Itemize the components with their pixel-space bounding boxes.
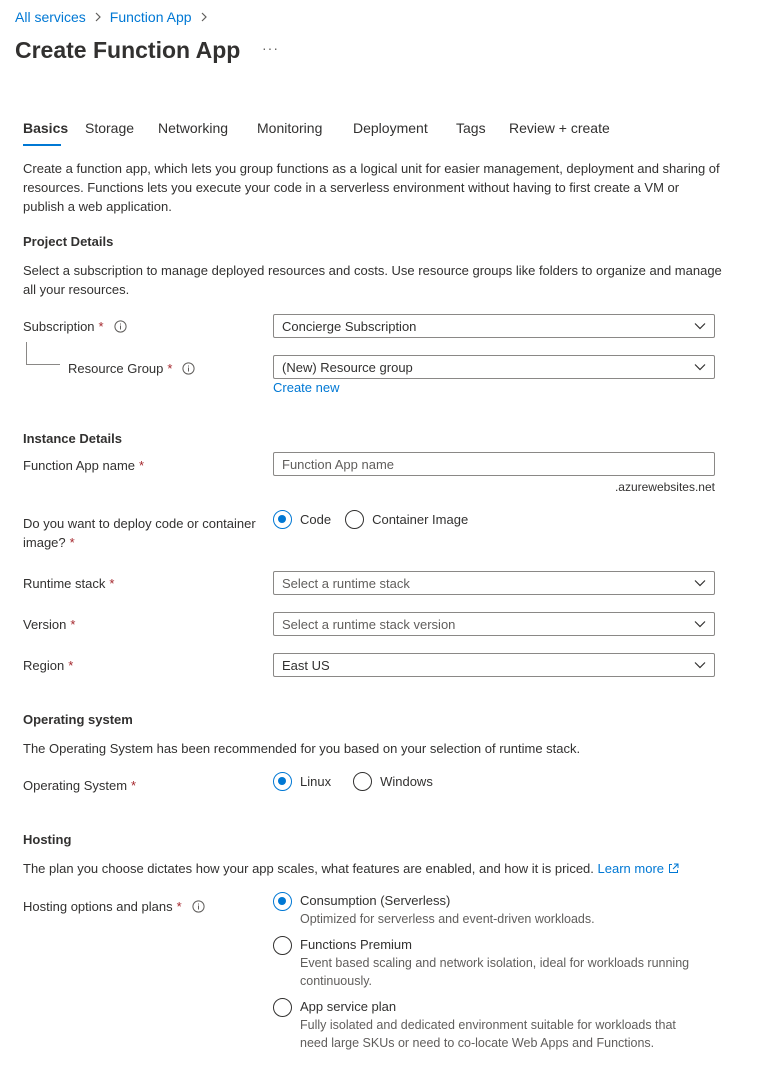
deploy-type-label: [23, 514, 268, 552]
os-windows-label: Windows: [380, 774, 433, 789]
deploy-type-radio-group: [273, 510, 468, 529]
function-app-name-label-text: Function App name: [23, 458, 136, 473]
function-app-name-label: [23, 456, 144, 475]
hosting-description: [23, 859, 723, 878]
runtime-stack-label-text: Runtime stack: [23, 576, 106, 591]
plan-app-service-desc: Fully isolated and dedicated environment suitable for workloads that need large SKUs or need to co-locate Web Apps and Functions.: [300, 1018, 676, 1050]
instance-details-heading: Instance Details: [23, 431, 122, 446]
os-linux-label: Linux: [300, 774, 332, 789]
deploy-container-option[interactable]: [345, 510, 468, 529]
plan-consumption-desc: Optimized for serverless and event-driven workloads.: [300, 912, 595, 926]
required-marker: *: [176, 899, 182, 914]
region-label: [23, 656, 73, 675]
tab-networking[interactable]: Networking: [158, 120, 229, 136]
plan-premium-body: [300, 936, 700, 990]
active-tab-indicator: [23, 144, 61, 146]
required-marker: *: [68, 658, 74, 673]
create-new-link[interactable]: Create new: [273, 380, 340, 395]
info-icon[interactable]: [182, 362, 195, 375]
hosting-plans-label-text: Hosting options and plans: [23, 899, 173, 914]
deploy-code-label: Code: [300, 512, 332, 527]
runtime-stack-value: Select a runtime stack: [282, 575, 410, 591]
plan-premium-title: Functions Premium: [300, 937, 412, 952]
radio-selected[interactable]: [273, 892, 292, 911]
version-label: [23, 615, 75, 634]
plan-premium-desc: Event based scaling and network isolation, ideal for workloads running continuously.: [300, 956, 690, 988]
os-windows-option[interactable]: [353, 772, 433, 791]
breadcrumb-function-app[interactable]: Function App: [109, 9, 192, 25]
tab-basics[interactable]: Basics: [23, 120, 69, 136]
operating-system-heading: Operating system: [23, 712, 133, 727]
radio-unselected[interactable]: [345, 510, 364, 529]
required-marker: *: [70, 617, 76, 632]
chevron-down-icon: [694, 322, 706, 330]
radio-unselected[interactable]: [353, 772, 372, 791]
resource-group-value: (New) Resource group: [282, 359, 413, 375]
radio-selected[interactable]: [273, 510, 292, 529]
version-dropdown[interactable]: [273, 612, 715, 636]
tab-storage[interactable]: Storage: [85, 120, 135, 136]
breadcrumb-all-services[interactable]: All services: [15, 9, 86, 25]
page-title: Create Function App: [15, 37, 241, 63]
runtime-stack-label: [23, 574, 114, 593]
info-icon[interactable]: [192, 900, 205, 913]
required-marker: *: [167, 361, 173, 376]
hosting-heading: Hosting: [23, 832, 72, 847]
chevron-right-icon: [200, 12, 208, 22]
domain-suffix: .azurewebsites.net: [614, 480, 715, 494]
chevron-down-icon: [694, 363, 706, 371]
plan-app-service-option[interactable]: [273, 998, 713, 1052]
chevron-down-icon: [694, 579, 706, 587]
operating-system-radio-group: [273, 772, 433, 791]
version-label-text: Version: [23, 617, 67, 632]
intro-text: Create a function app, which lets you group functions as a logical unit for easier management, deployment and sharing of resources. Functions lets you execute your code in a serverless environment without having to first create a VM or publish a web application.: [23, 161, 720, 214]
function-app-name-input[interactable]: [273, 452, 715, 476]
subscription-label-text: Subscription: [23, 319, 95, 334]
region-dropdown[interactable]: [273, 653, 715, 677]
plan-consumption-title: Consumption (Serverless): [300, 893, 451, 908]
required-marker: *: [69, 535, 75, 550]
radio-unselected[interactable]: [273, 936, 292, 955]
tab-review-create[interactable]: Review + create: [509, 120, 610, 136]
chevron-down-icon: [694, 620, 706, 628]
operating-system-label-text: Operating System: [23, 778, 128, 793]
learn-more-link[interactable]: [598, 861, 679, 876]
operating-system-label: [23, 776, 136, 795]
project-details-heading: Project Details: [23, 234, 114, 249]
breadcrumb: [15, 9, 216, 25]
required-marker: *: [139, 458, 145, 473]
resource-group-label: [68, 359, 195, 378]
deploy-container-label: Container Image: [372, 512, 469, 527]
chevron-down-icon: [694, 661, 706, 669]
tab-deployment[interactable]: Deployment: [353, 120, 428, 136]
region-value: East US: [282, 657, 330, 673]
plan-app-service-title: App service plan: [300, 999, 397, 1014]
hosting-plans-label: [23, 897, 205, 916]
chevron-right-icon: [94, 12, 102, 22]
required-marker: *: [131, 778, 137, 793]
hosting-description-text: The plan you choose dictates how your app scales, what features are enabled, and how it is priced.: [23, 861, 594, 876]
radio-unselected[interactable]: [273, 998, 292, 1017]
plan-consumption-body: [300, 892, 595, 928]
deploy-code-option[interactable]: [273, 510, 331, 529]
tab-tags[interactable]: Tags: [456, 120, 486, 136]
deploy-type-label-text: Do you want to deploy code or container image?: [23, 516, 256, 550]
required-marker: *: [109, 576, 115, 591]
tree-connector: [26, 342, 60, 366]
os-linux-option[interactable]: [273, 772, 331, 791]
info-icon[interactable]: [114, 320, 127, 333]
resource-group-label-text: Resource Group: [68, 361, 164, 376]
external-link-icon: [668, 861, 679, 876]
subscription-dropdown[interactable]: [273, 314, 715, 338]
required-marker: *: [98, 319, 104, 334]
learn-more-text: Learn more: [597, 861, 665, 876]
more-options-icon[interactable]: ···: [262, 40, 279, 56]
plan-premium-option[interactable]: [273, 936, 713, 990]
operating-system-description: The Operating System has been recommended for you based on your selection of runtime stack.: [23, 741, 581, 756]
tab-monitoring[interactable]: Monitoring: [257, 120, 323, 136]
radio-selected[interactable]: [273, 772, 292, 791]
version-value: Select a runtime stack version: [282, 616, 456, 632]
subscription-label: [23, 317, 127, 336]
region-label-text: Region: [23, 658, 65, 673]
subscription-value: Concierge Subscription: [282, 318, 417, 334]
runtime-stack-dropdown[interactable]: [273, 571, 715, 595]
project-details-description: Select a subscription to manage deployed resources and costs. Use resource groups like folders to organize and manage all your resources.: [23, 263, 722, 297]
resource-group-dropdown[interactable]: [273, 355, 715, 379]
plan-consumption-option[interactable]: [273, 892, 713, 928]
plan-app-service-body: [300, 998, 705, 1052]
